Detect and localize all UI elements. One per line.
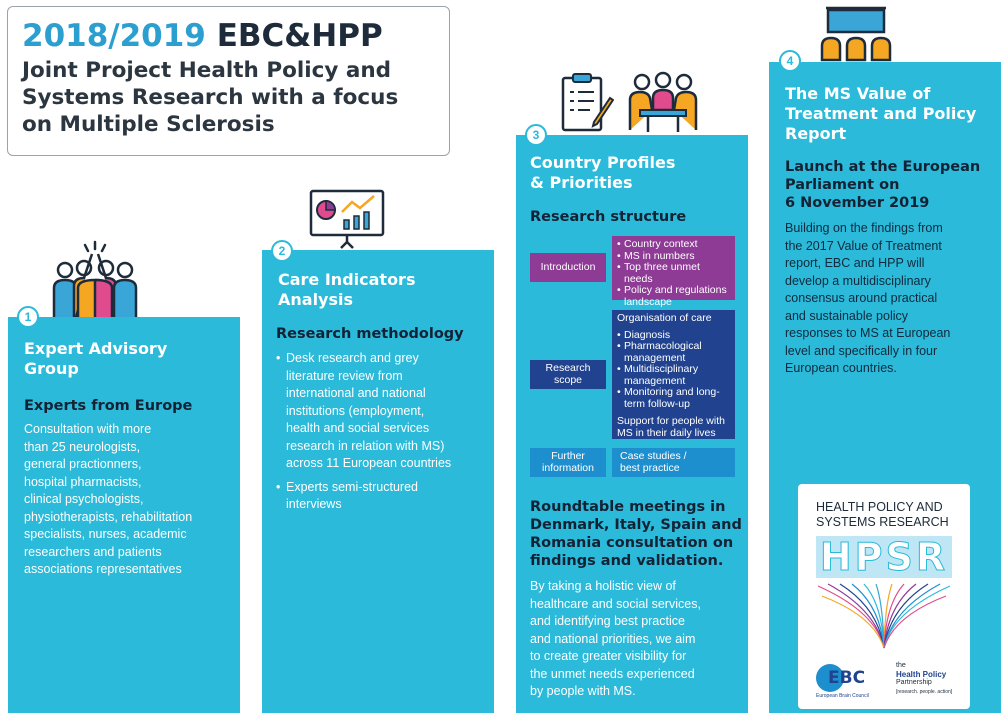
scope-label-line: scope: [553, 373, 583, 386]
body-line: healthcare and social services,: [530, 596, 701, 611]
hpp-logo: [896, 662, 966, 696]
hpsr-heading-line: SYSTEMS RESEARCH: [816, 515, 949, 529]
body-line: associations representatives: [24, 562, 182, 576]
title-line: The MS Value of: [785, 84, 931, 103]
bullet-line: institutions (employment,: [286, 403, 425, 418]
body-line: Consultation with more: [24, 422, 152, 436]
intro-item: • MS in numbers: [617, 251, 730, 263]
body-line: level and specifically in four: [785, 343, 938, 358]
subtitle-line: 6 November 2019: [785, 195, 930, 211]
roundtable-line: Romania consultation on: [530, 535, 734, 551]
panel3-subtitle: Research structure: [530, 209, 687, 225]
neuron-fibers-graphic: [816, 582, 952, 652]
scope-heading: Organisation of care: [617, 312, 712, 324]
panel2-title: [278, 270, 415, 310]
hpsr-heading-line: HEALTH POLICY AND: [816, 500, 943, 514]
introduction-items: [612, 236, 735, 308]
scope-item: • Multidisciplinary management: [617, 364, 730, 387]
ebc-logo-text: EBC: [828, 668, 866, 688]
introduction-label: Introduction: [530, 253, 606, 282]
research-scope-items: [612, 310, 735, 439]
panel3-title: [530, 153, 675, 193]
title-orgs: EBC&HPP: [216, 18, 383, 54]
body-line: clinical psychologists,: [24, 492, 144, 506]
panel2-bullets: [276, 350, 488, 520]
body-line: physiotherapists, rehabilitation: [24, 509, 193, 524]
title-line: Report: [785, 124, 847, 143]
hpsr-logo-band: [816, 536, 952, 578]
roundtable-heading: [530, 498, 744, 570]
scope-item: • Monitoring and long-term follow-up: [617, 387, 730, 410]
panel1-subtitle: Experts from Europe: [24, 398, 193, 414]
bullet-item: [276, 350, 488, 473]
intro-item: • Top three unmet needs: [617, 262, 730, 285]
body-line: European countries.: [785, 361, 897, 375]
hpp-line: the: [896, 662, 906, 669]
clipboard-checklist-icon: [560, 72, 614, 134]
step-badge-1: 1: [17, 306, 39, 328]
bullet-line: • Experts semi-structured: [286, 479, 418, 494]
subtitle-line: on Multiple Sclerosis: [22, 112, 275, 137]
step-badge-2: 2: [271, 240, 293, 262]
body-line: consensus around practical: [785, 291, 938, 305]
panel1-title: [24, 339, 167, 379]
subtitle-line: Joint Project Health Policy and: [22, 58, 392, 83]
bullet-line: health and social services: [286, 421, 430, 435]
further-label-line: information: [542, 461, 594, 474]
research-scope-label: [530, 360, 606, 389]
body-line: and identifying best practice: [530, 614, 685, 628]
further-text-line: Case studies /: [620, 450, 687, 462]
further-text-line: best practice: [620, 461, 680, 474]
roundtable-line: Roundtable meetings in: [530, 499, 726, 515]
further-label-line: Further: [551, 450, 585, 462]
further-info-text: [612, 448, 735, 477]
title-line: Care Indicators: [278, 270, 416, 289]
title-line: Group: [24, 359, 79, 378]
body-line: the unmet needs experienced: [530, 666, 695, 681]
hpsr-report-cover: [798, 484, 970, 709]
bullet-line: interviews: [286, 497, 342, 511]
title-line: & Priorities: [530, 173, 633, 192]
hpp-line: Health Policy: [896, 669, 947, 679]
body-line: and national priorities, we aim: [530, 631, 696, 646]
body-line: and sustainable policy: [785, 308, 908, 323]
hpp-tagline: [research. people. action]: [896, 688, 953, 695]
hpp-line: Partnership: [896, 679, 932, 686]
title-subtitle: [22, 57, 435, 138]
panel2-subtitle: Research methodology: [276, 326, 464, 342]
roundtable-line: Denmark, Italy, Spain and: [530, 517, 742, 533]
scope-footer: Support for people with MS in their daily lives: [617, 415, 725, 439]
panel4-body: [785, 220, 999, 378]
panel4-subtitle: [785, 158, 980, 212]
body-line: general practionners,: [24, 457, 142, 471]
subtitle-line: Parliament on: [785, 177, 900, 193]
scope-item: • Diagnosis: [617, 330, 730, 342]
panel1-body: [24, 421, 236, 579]
panel4-title: [785, 84, 976, 144]
presentation-chart-icon: [308, 188, 386, 252]
panel3-body: [530, 578, 744, 701]
body-line: by people with MS.: [530, 684, 636, 698]
body-line: hospital pharmacists,: [24, 474, 142, 489]
body-line: specialists, nurses, academic: [24, 527, 187, 541]
intro-item: • Policy and regulations landscape: [617, 285, 730, 308]
title-line: Treatment and Policy: [785, 104, 977, 123]
step-badge-4: 4: [779, 50, 801, 72]
bullet-line: international and national: [286, 386, 426, 400]
intro-item: • Country context: [617, 239, 730, 251]
body-line: Building on the findings from: [785, 221, 943, 235]
body-line: responses to MS at European: [785, 326, 951, 340]
main-title: [22, 17, 435, 55]
subtitle-line: Launch at the European: [785, 159, 981, 175]
ebc-caption: European Brain Council: [816, 693, 869, 699]
scope-item: • Pharmacological management: [617, 341, 730, 364]
title-line: Country Profiles: [530, 153, 676, 172]
roundtable-line: findings and validation.: [530, 553, 724, 569]
bullet-item: [276, 479, 488, 514]
hpsr-heading: [816, 500, 949, 530]
panel-expert-advisory: [8, 317, 240, 713]
body-line: report, EBC and HPP will: [785, 256, 925, 270]
bullet-line: literature review from: [286, 368, 403, 383]
body-line: the 2017 Value of Treatment: [785, 238, 942, 253]
team-raised-hands-icon: [48, 240, 142, 322]
hpsr-logo-text: HPSR: [819, 535, 949, 579]
bullet-line: research in relation with MS): [286, 438, 445, 453]
title-year: 2018/2019: [22, 18, 206, 54]
subtitle-line: Systems Research with a focus: [22, 85, 399, 110]
body-line: researchers and patients: [24, 544, 162, 559]
scope-label-line: Research: [545, 362, 591, 374]
bullet-line: across 11 European countries: [286, 456, 452, 470]
body-line: By taking a holistic view of: [530, 579, 676, 593]
body-line: to create greater visibility for: [530, 649, 687, 663]
title-line: Analysis: [278, 290, 354, 309]
step-badge-3: 3: [525, 124, 547, 146]
body-line: develop a multidisciplinary: [785, 273, 931, 288]
title-box: [7, 6, 450, 156]
title-line: Expert Advisory: [24, 339, 168, 358]
parliament-screen-icon: [818, 4, 894, 64]
ebc-logo: [816, 664, 868, 700]
panel-care-indicators: [262, 250, 494, 713]
further-info-label: [530, 448, 606, 477]
bullet-line: • Desk research and grey: [286, 351, 419, 365]
meeting-people-icon: [622, 70, 704, 136]
body-line: than 25 neurologists,: [24, 439, 141, 454]
